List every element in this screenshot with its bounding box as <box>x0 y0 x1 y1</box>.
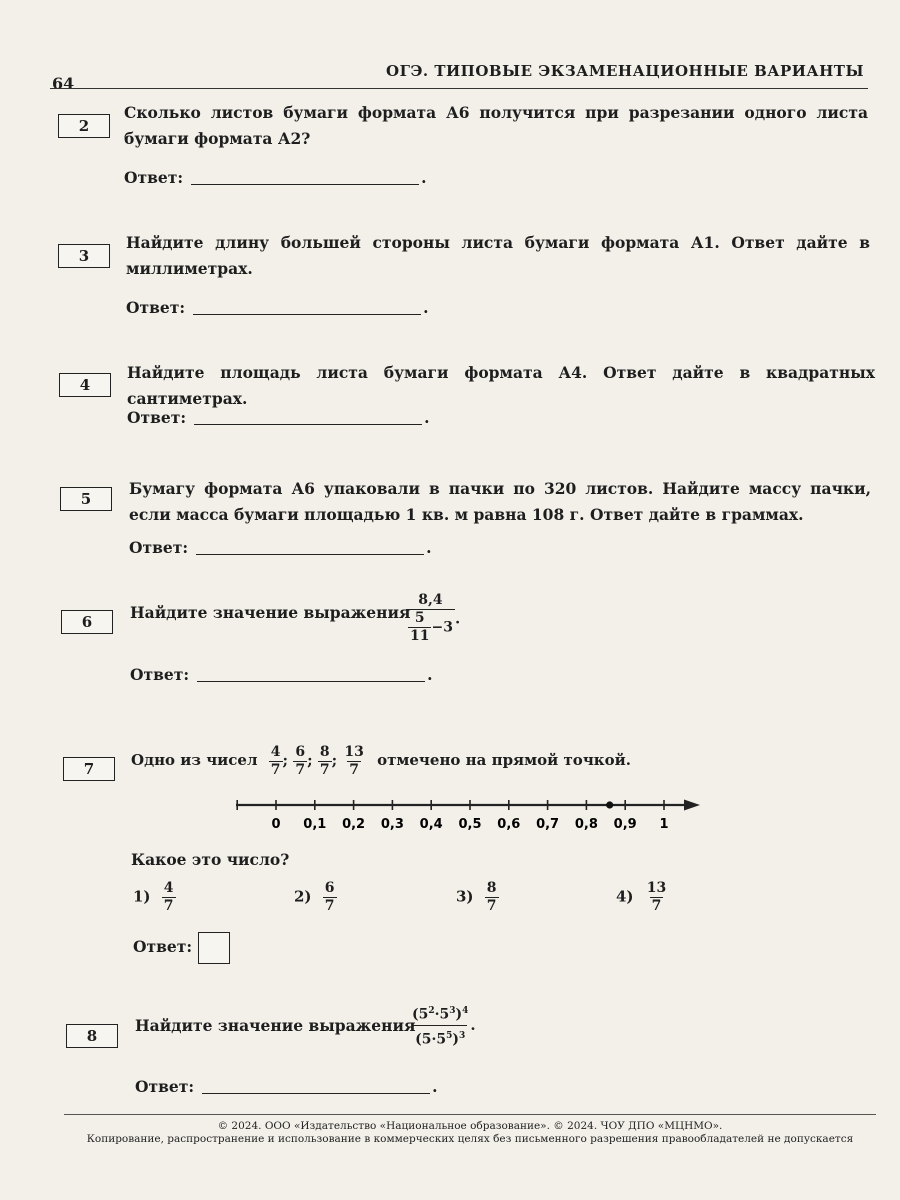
option-label: 2) <box>294 887 312 906</box>
fraction-numerator: 6 <box>295 743 306 760</box>
option-2[interactable] <box>294 880 337 915</box>
number-line-label: 1 <box>659 817 669 832</box>
answer-label: Ответ: <box>127 408 187 427</box>
fraction-denominator: 7 <box>270 761 281 778</box>
task-question: Сколько листов бумаги формата А6 получится при разрезании одного листа бумаги формата А2? <box>124 103 868 148</box>
fraction-denominator <box>406 609 455 645</box>
task-question: Одно из чисел $\frac{4}{7}$ ; $\frac{6}{7}$ ; $\frac{8}{7}$ ; $\frac{13}{7}$ отмечено на прямой точкой. <box>131 743 631 778</box>
answer-input-line[interactable] <box>194 410 422 425</box>
fraction-numerator: 4 <box>270 743 281 760</box>
number-line-label: 0,3 <box>380 817 404 832</box>
fraction <box>269 744 283 779</box>
task-question: Найдите длину большей стороны листа бумаги формата А1. Ответ дайте в миллиметрах. <box>126 233 870 278</box>
answer-label: Ответ: <box>129 538 189 557</box>
running-head: ОГЭ. ТИПОВЫЕ ЭКЗАМЕНАЦИОННЫЕ ВАРИАНТЫ <box>386 62 864 80</box>
fraction-numerator: 8 <box>319 743 330 760</box>
answer-row: Ответ: . <box>127 408 430 427</box>
number-line-label: 0,4 <box>419 817 443 832</box>
option-label: 3) <box>456 887 474 906</box>
fraction <box>645 880 668 915</box>
fraction-denominator: 7 <box>651 898 662 914</box>
fraction-denominator: 7 <box>324 898 335 914</box>
task-number-box: 4 <box>59 373 111 397</box>
option-1[interactable] <box>133 880 176 915</box>
fraction <box>485 880 499 915</box>
answer-label: Ответ: <box>130 665 190 684</box>
task-number-box: 3 <box>58 244 110 268</box>
fraction <box>162 880 176 915</box>
task-question-text: Одно из чисел <box>131 751 258 769</box>
answer-row: Ответ: . <box>130 665 433 684</box>
fraction-denominator: 7 <box>486 898 497 914</box>
fraction-numerator: 13 <box>646 880 667 896</box>
task-number-box: 8 <box>66 1024 118 1048</box>
answer-input-line[interactable] <box>197 667 425 682</box>
task-subquestion: Какое это число? <box>131 850 290 869</box>
fraction-numerator: 8,4 <box>418 592 443 608</box>
fraction-denominator: 7 <box>319 761 330 778</box>
footer-copyright: © 2024. ООО «Издательство «Национальное образование». © 2024. ЧОУ ДПО «МЦНМО». <box>217 1120 723 1132</box>
number-line-label: 0,7 <box>536 817 560 832</box>
answer-label: Ответ: <box>135 1077 195 1096</box>
number-line-label: 0,8 <box>574 817 598 832</box>
fraction <box>293 744 307 779</box>
task-number-box: 2 <box>58 114 110 138</box>
number-line-label: 0,5 <box>458 817 482 832</box>
fraction-denominator: $(5\cdot 5^5)^3$ <box>413 1025 467 1050</box>
fraction-denominator: 7 <box>295 761 306 778</box>
answer-row: Ответ: . <box>135 1077 438 1096</box>
number-line-label: 0,9 <box>613 817 637 832</box>
number-line-label: 0,1 <box>303 817 327 832</box>
fraction-numerator: 5 <box>414 610 425 626</box>
answer-input-line[interactable] <box>191 170 419 185</box>
answer-label: Ответ: <box>126 298 186 317</box>
fraction <box>410 1001 470 1049</box>
option-label: 1) <box>133 887 151 906</box>
number-line-arrow <box>684 800 700 811</box>
task-question: Найдите значение выражения <box>135 1016 416 1035</box>
answer-row: Ответ: . <box>124 168 427 187</box>
task-question: Найдите площадь листа бумаги формата А4. Ответ дайте в квадратных сантиметрах. <box>127 363 875 408</box>
number-line <box>232 795 712 845</box>
fraction-numerator: 8 <box>486 880 497 896</box>
answer-row: Ответ: . <box>126 298 429 317</box>
task-number-box: 6 <box>61 610 113 634</box>
fraction-numerator: 6 <box>324 880 335 896</box>
number-line-label: 0 <box>271 817 281 832</box>
marked-point <box>606 801 613 808</box>
header-divider <box>50 88 868 89</box>
answer-row: Ответ: . <box>129 538 432 557</box>
fraction <box>406 592 455 645</box>
power-fraction: $\frac{(5^2\cdot 5^3)^4}{(5\cdot 5^5)^3}$ . <box>410 1001 476 1049</box>
number-line-label: 0,2 <box>342 817 366 832</box>
answer-label: Ответ: <box>124 168 184 187</box>
answer-input-line[interactable] <box>193 300 421 315</box>
fraction-denominator: 7 <box>349 761 359 778</box>
option-label: 4) <box>616 887 634 906</box>
footer-notice: Копирование, распространение и использование в коммерческих целях без письменного разрешения правообладателей не допускается <box>86 1133 854 1145</box>
footer-divider <box>64 1114 876 1115</box>
answer-label: Ответ: <box>133 937 193 956</box>
fraction <box>323 880 337 915</box>
task-question-text: отмечено на прямой точкой. <box>377 751 631 769</box>
option-4[interactable] <box>616 880 668 915</box>
fraction-denominator: 11 <box>410 628 430 644</box>
task-question: Бумагу формата А6 упаковали в пачки по 320 листов. Найдите массу пачки, если масса бумаги площадью 1 кв. м равна 108 г. Ответ дайте в граммах. <box>129 479 871 524</box>
task-question-text: Найдите значение выражения <box>130 603 411 622</box>
option-3[interactable] <box>456 880 499 915</box>
minus-term: −3 <box>431 619 453 636</box>
answer-box[interactable] <box>198 932 230 964</box>
fraction-numerator: $(5^2\cdot 5^3)^4$ <box>412 1006 469 1023</box>
answer-input-line[interactable] <box>196 540 424 555</box>
task-number-box: 7 <box>63 757 115 781</box>
fraction-denominator: 7 <box>163 898 174 914</box>
answer-row <box>133 932 230 964</box>
task-number-box: 5 <box>60 487 112 511</box>
page-number: 64 <box>52 74 75 93</box>
inner-fraction <box>408 610 431 645</box>
fraction <box>342 744 365 779</box>
fraction <box>318 744 332 779</box>
compound-fraction: 8,4 $\frac{5}{11}$ −3 . <box>406 592 460 645</box>
number-line-label: 0,6 <box>497 817 521 832</box>
answer-input-line[interactable] <box>202 1079 430 1094</box>
fraction-numerator: 13 <box>344 743 364 760</box>
fraction-numerator: 4 <box>163 880 174 896</box>
